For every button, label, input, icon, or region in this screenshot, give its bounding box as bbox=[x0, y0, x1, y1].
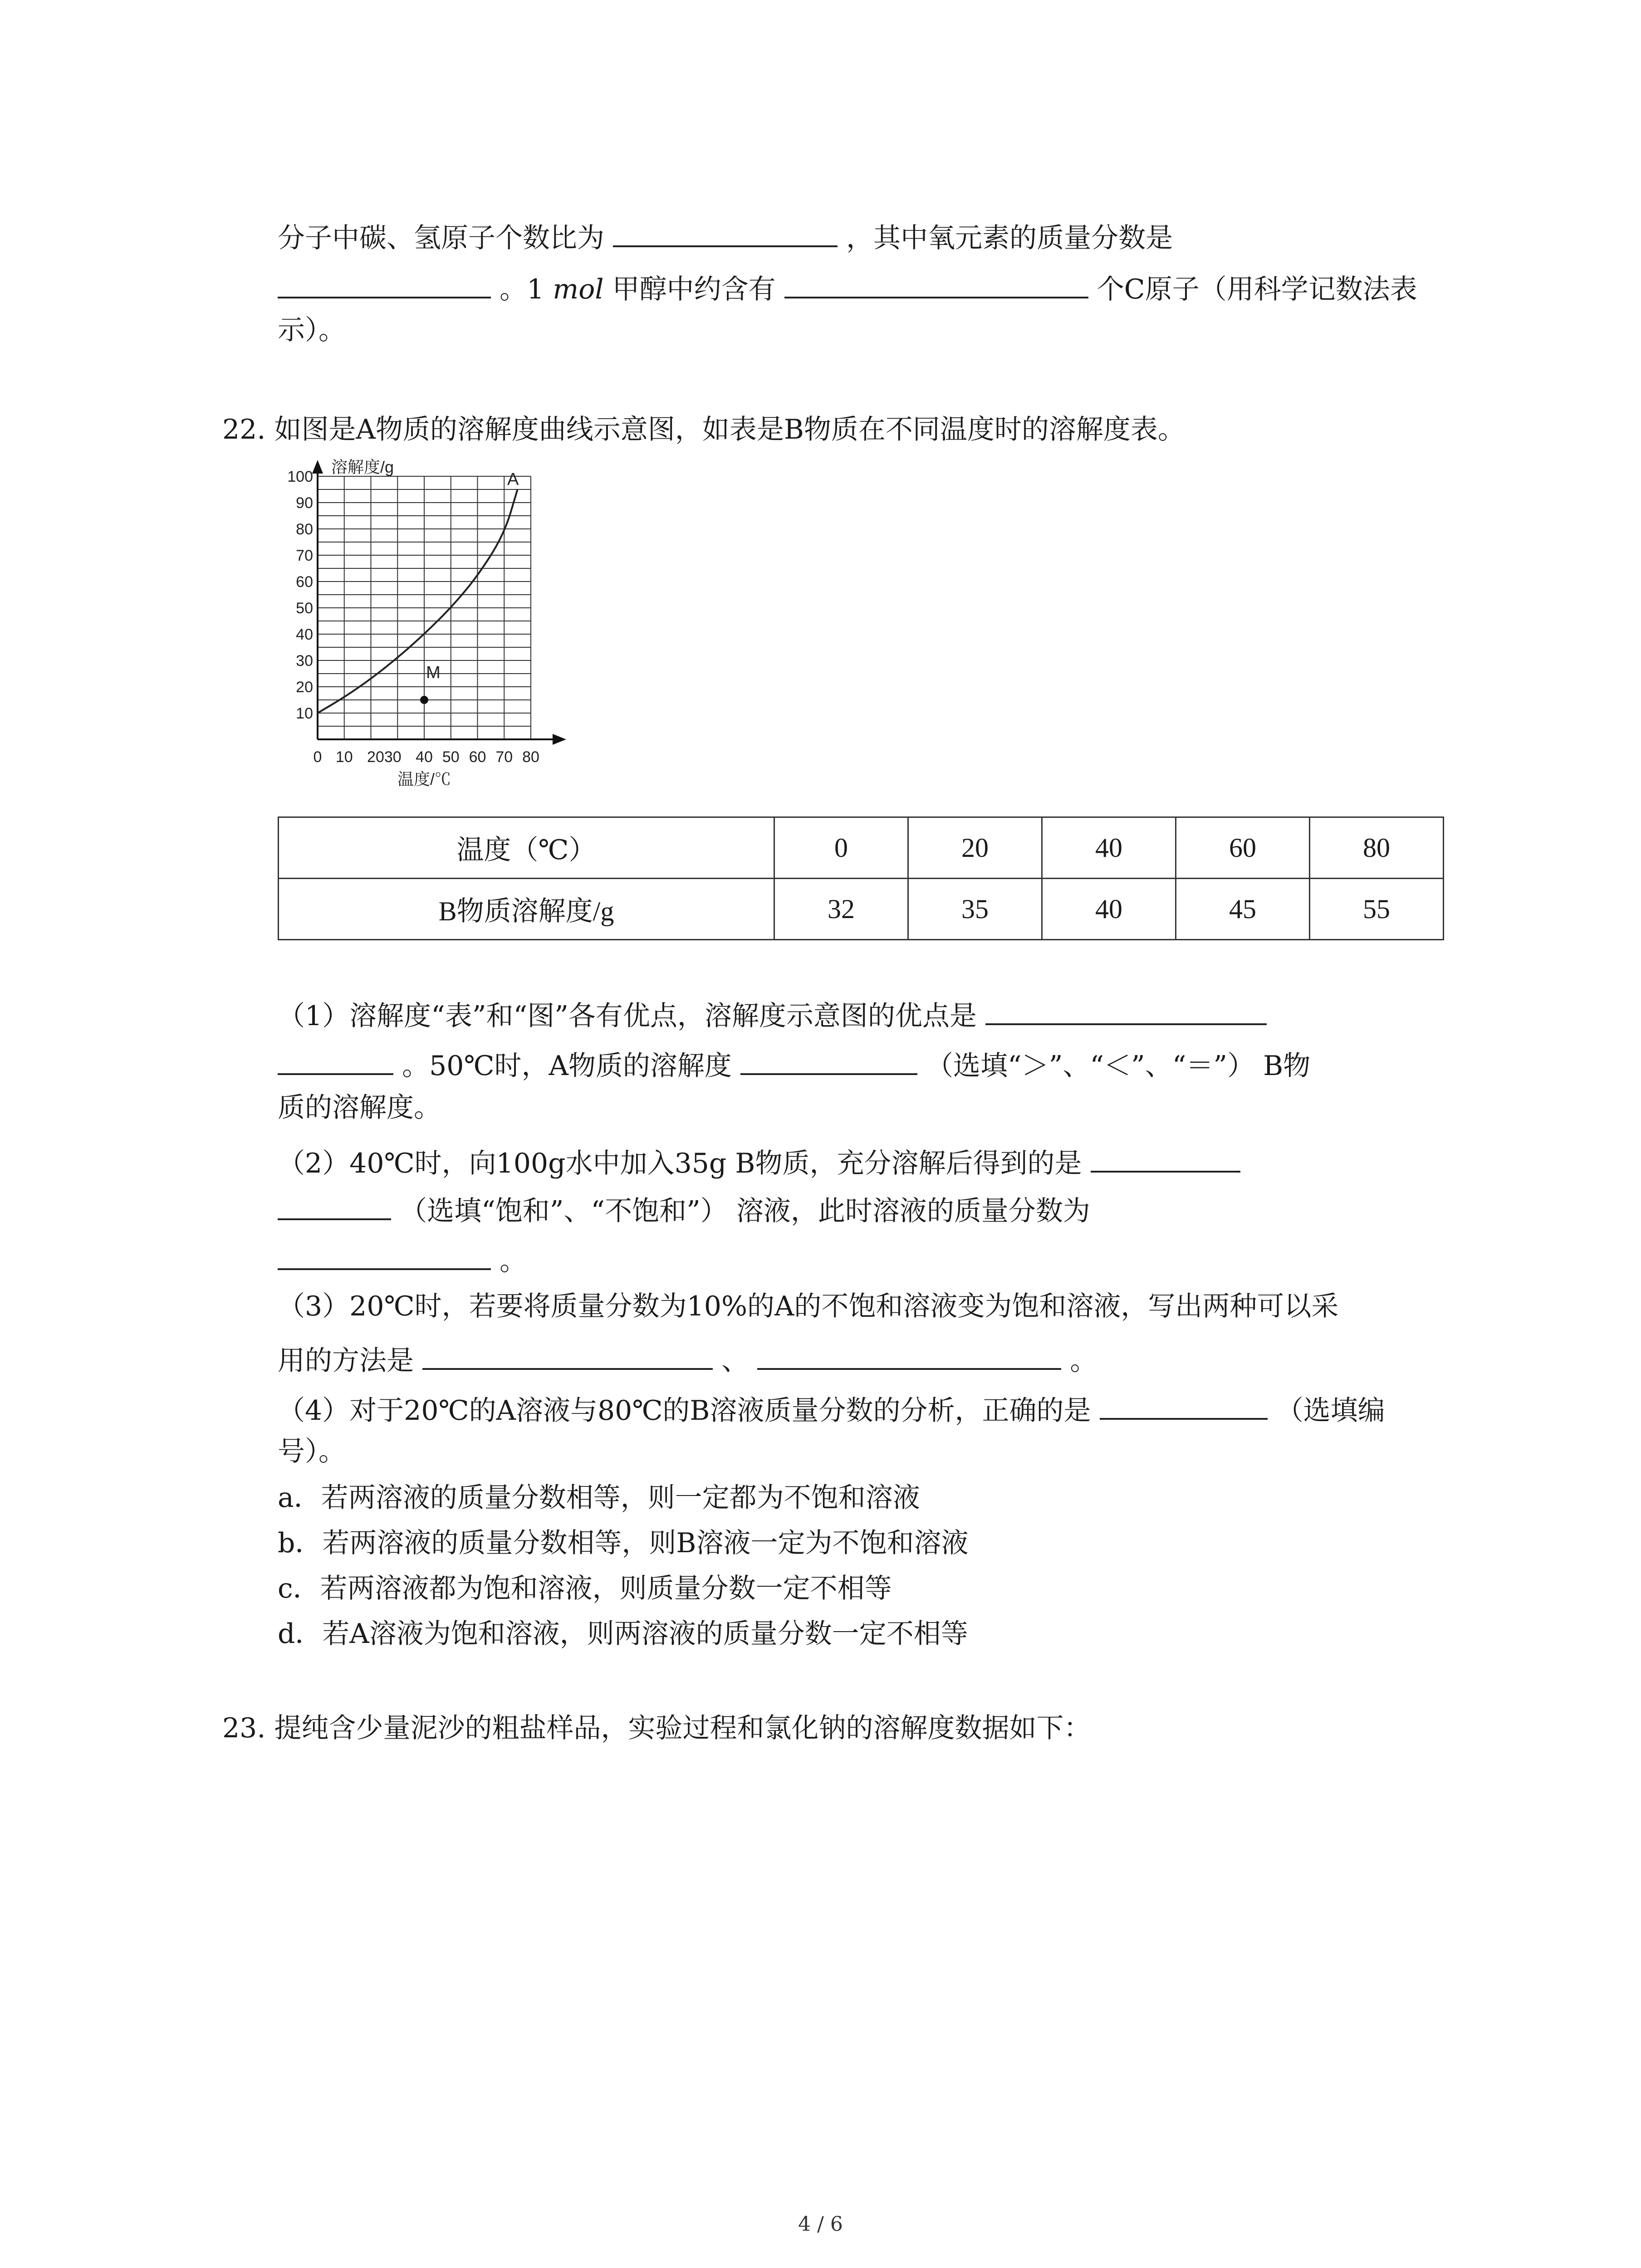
subquestion-4-line-2 bbox=[278, 1433, 346, 1470]
answer-blank[interactable] bbox=[278, 267, 491, 298]
text-segment: 示）。 bbox=[278, 314, 346, 346]
text-segment: ，其中氧元素的质量分数是 bbox=[846, 222, 1173, 254]
subquestion-1-line-2 bbox=[278, 1043, 1310, 1080]
x-tick-label: 70 bbox=[495, 748, 513, 766]
unit-mol: mol bbox=[553, 274, 604, 305]
text-segment: 分子中碳、氢原子个数比为 bbox=[278, 222, 604, 254]
text-segment: （2）40℃时，向100g水中加入35g B物质，充分溶解后得到的是 bbox=[278, 1148, 1082, 1179]
answer-blank[interactable] bbox=[1100, 1388, 1268, 1420]
subquestion-2-line-1 bbox=[278, 1141, 1240, 1177]
subquestion-1-line-1 bbox=[278, 993, 1267, 1030]
question-number: 23. bbox=[222, 1712, 266, 1744]
option-text: d．若A溶液为饱和溶液，则两溶液的质量分数一定不相等 bbox=[278, 1618, 968, 1650]
option-d bbox=[278, 1616, 968, 1652]
methanol-line-2 bbox=[278, 267, 1417, 303]
table-row bbox=[279, 817, 1444, 879]
text-segment: 质的溶解度。 bbox=[278, 1092, 441, 1124]
table-cell: 35 bbox=[908, 879, 1042, 940]
y-tick-label: 10 bbox=[296, 705, 313, 722]
y-tick-label: 70 bbox=[296, 547, 313, 564]
subquestion-3-line-2 bbox=[278, 1338, 1097, 1377]
methanol-line-3 bbox=[278, 312, 346, 348]
x-tick-label: 50 bbox=[442, 748, 460, 766]
text-segment: 。 bbox=[1070, 1345, 1097, 1377]
x-axis-arrow bbox=[553, 734, 566, 745]
table-cell: 40 bbox=[1042, 817, 1176, 879]
text-segment: （选填“饱和”、“不饱和”） 溶液，此时溶液的质量分数为 bbox=[400, 1195, 1090, 1227]
answer-blank[interactable] bbox=[422, 1338, 713, 1370]
option-c bbox=[278, 1570, 892, 1607]
text-segment: 号）。 bbox=[278, 1436, 346, 1467]
answer-blank[interactable] bbox=[613, 215, 838, 247]
chart-svg bbox=[272, 458, 590, 821]
x-tick-label: 0 bbox=[313, 748, 322, 766]
answer-blank[interactable] bbox=[740, 1043, 917, 1075]
answer-blank[interactable] bbox=[757, 1338, 1061, 1370]
y-tick-label: 20 bbox=[296, 679, 313, 696]
text-segment: 个C原子（用科学记数法表 bbox=[1097, 274, 1417, 305]
question-text: 如图是A物质的溶解度曲线示意图，如表是B物质在不同温度时的溶解度表。 bbox=[274, 414, 1185, 445]
text-segment: 。 bbox=[500, 1245, 527, 1277]
y-tick-label: 30 bbox=[296, 652, 313, 670]
text-segment: 、 bbox=[721, 1345, 749, 1377]
b-solubility-table bbox=[278, 816, 1444, 940]
y-tick-label: 90 bbox=[296, 494, 313, 512]
option-text: a．若两溶液的质量分数相等，则一定都为不饱和溶液 bbox=[278, 1482, 920, 1514]
point-label-m: M bbox=[426, 663, 441, 682]
question-22-intro bbox=[222, 411, 1185, 448]
y-tick-label: 50 bbox=[296, 600, 313, 617]
table-cell: 45 bbox=[1176, 879, 1310, 940]
table-cell: 55 bbox=[1310, 879, 1444, 940]
table-header-cell: B物质溶解度/g bbox=[279, 879, 774, 940]
table-header-cell: 温度（℃） bbox=[279, 817, 774, 879]
point-m bbox=[420, 696, 428, 704]
x-axis-label: 温度/℃ bbox=[397, 770, 451, 788]
y-tick-label: 100 bbox=[287, 468, 313, 485]
subquestion-1-line-3 bbox=[278, 1090, 441, 1126]
answer-blank[interactable] bbox=[278, 1238, 491, 1270]
text-segment: （1）溶解度“表”和“图”各有优点，溶解度示意图的优点是 bbox=[278, 1000, 977, 1032]
option-text: c．若两溶液都为饱和溶液，则质量分数一定不相等 bbox=[278, 1573, 892, 1604]
x-tick-label: 40 bbox=[416, 748, 433, 766]
table-cell: 80 bbox=[1310, 817, 1444, 879]
table-cell: 60 bbox=[1176, 817, 1310, 879]
table-cell: 0 bbox=[774, 817, 908, 879]
text-segment: （4）对于20℃的A溶液与80℃的B溶液质量分数的分析，正确的是 bbox=[278, 1395, 1091, 1427]
x-tick-label: 2030 bbox=[367, 748, 402, 766]
y-tick-label: 60 bbox=[296, 573, 313, 591]
subquestion-2-line-2 bbox=[278, 1188, 1090, 1225]
x-tick-label: 10 bbox=[335, 748, 353, 766]
subquestion-4-line-1 bbox=[278, 1388, 1385, 1427]
y-tick-label: 80 bbox=[296, 521, 313, 538]
option-a bbox=[278, 1480, 920, 1516]
x-tick-label: 80 bbox=[522, 748, 539, 766]
answer-blank[interactable] bbox=[278, 1043, 393, 1075]
option-text: b．若两溶液的质量分数相等，则B溶液一定为不饱和溶液 bbox=[278, 1527, 969, 1559]
methanol-line-1 bbox=[278, 215, 1173, 252]
text-segment: 用的方法是 bbox=[278, 1345, 414, 1377]
y-axis-arrow bbox=[312, 460, 323, 474]
table-cell: 40 bbox=[1042, 879, 1176, 940]
text-segment: （3）20℃时，若要将质量分数为10%的A的不饱和溶液变为饱和溶液，写出两种可以采 bbox=[278, 1290, 1339, 1322]
answer-blank[interactable] bbox=[784, 267, 1088, 298]
table-row bbox=[279, 879, 1444, 940]
x-tick-label: 60 bbox=[469, 748, 486, 766]
text-segment: （选填“＞”、“＜”、“＝”） B物 bbox=[926, 1050, 1311, 1082]
question-23 bbox=[222, 1710, 1091, 1746]
table-cell: 20 bbox=[908, 817, 1042, 879]
series-line-a bbox=[318, 489, 518, 713]
text-segment: 。1 bbox=[500, 274, 544, 305]
answer-blank[interactable] bbox=[278, 1188, 391, 1220]
text-segment: 甲醇中约含有 bbox=[612, 274, 776, 305]
table-cell: 32 bbox=[774, 879, 908, 940]
y-axis-label: 溶解度/g bbox=[331, 458, 394, 476]
solubility-curve-chart bbox=[272, 458, 590, 821]
page-number: 4 / 6 bbox=[798, 2213, 843, 2236]
answer-blank[interactable] bbox=[1091, 1141, 1240, 1173]
question-number: 22. bbox=[222, 414, 266, 445]
text-segment: （选填编 bbox=[1276, 1395, 1385, 1427]
subquestion-2-line-3 bbox=[278, 1238, 527, 1275]
option-b bbox=[278, 1525, 969, 1561]
question-text: 提纯含少量泥沙的粗盐样品，实验过程和氯化钠的溶解度数据如下： bbox=[274, 1712, 1091, 1744]
y-tick-label: 40 bbox=[296, 626, 313, 643]
answer-blank[interactable] bbox=[985, 993, 1267, 1025]
series-label-a: A bbox=[507, 470, 519, 489]
subquestion-3-line-1 bbox=[278, 1288, 1338, 1325]
text-segment: 。50℃时，A物质的溶解度 bbox=[402, 1050, 732, 1082]
